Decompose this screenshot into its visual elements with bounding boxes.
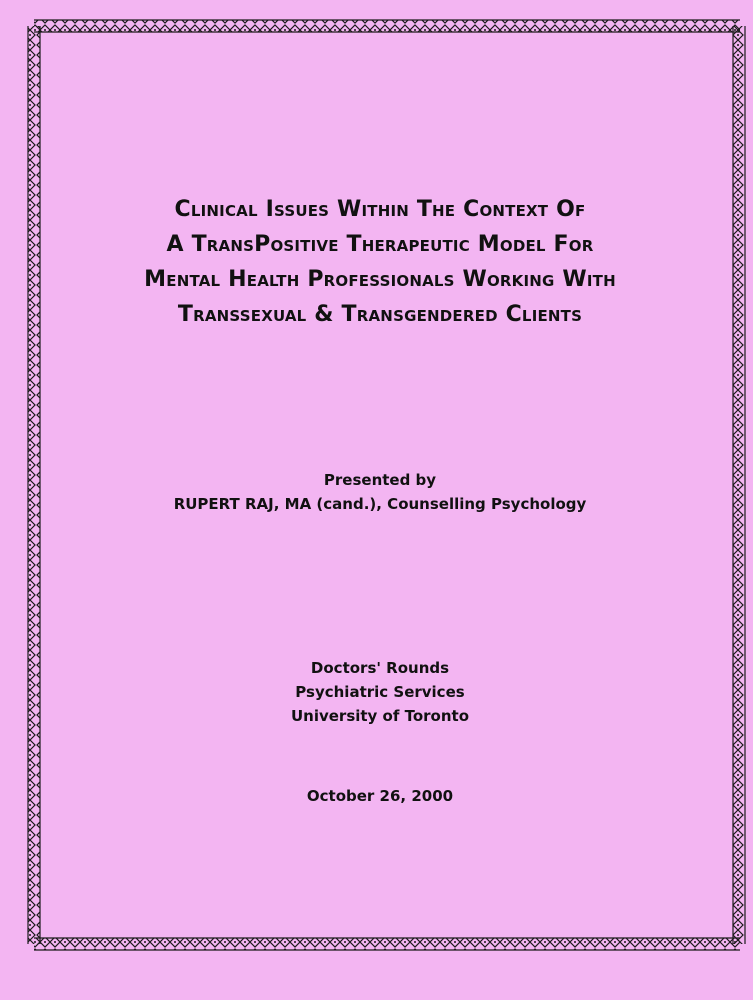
border-top xyxy=(34,20,740,32)
title-line-3: Mental Health Professionals Working With xyxy=(144,267,616,292)
presentation-date: October 26, 2000 xyxy=(306,787,454,805)
border-left xyxy=(28,26,40,944)
event-line-1: Doctors' Rounds xyxy=(310,659,450,677)
presenter-block xyxy=(60,468,700,516)
border-right xyxy=(733,26,745,944)
event-line-3: University of Toronto xyxy=(290,707,470,725)
event-line-2: Psychiatric Services xyxy=(295,683,465,701)
title-line-1: Clinical Issues Within The Context Of xyxy=(174,197,586,222)
presenter-name: RUPERT RAJ, MA (cand.), Counselling Psychology xyxy=(173,495,587,513)
event-block xyxy=(60,656,700,728)
document-title xyxy=(60,192,700,332)
border-bottom xyxy=(34,938,740,950)
presented-by-label: Presented by xyxy=(323,471,437,489)
title-line-2: A TransPositive Therapeutic Model For xyxy=(166,232,594,257)
title-line-4: Transsexual & Transgendered Clients xyxy=(177,302,583,327)
